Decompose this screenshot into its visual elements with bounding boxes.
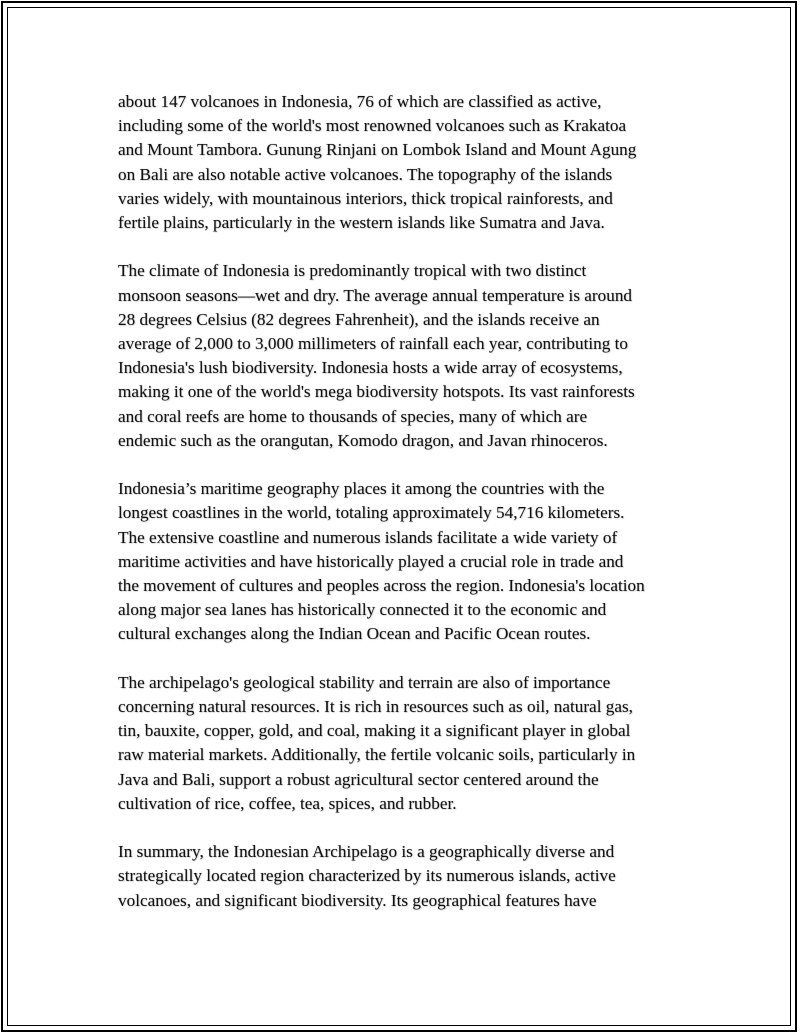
text-line: cultivation of rice, coffee, tea, spices, and rubber. (118, 793, 457, 813)
document-body (118, 90, 688, 937)
text-line: raw material markets. Additionally, the fertile volcanic soils, particularly in (118, 745, 636, 765)
text-line: maritime activities and have historically played a crucial role in trade and (118, 551, 624, 571)
text-line: tin, bauxite, copper, gold, and coal, making it a significant player in global (118, 721, 631, 741)
text-line: and coral reefs are home to thousands of species, many of which are (118, 406, 588, 426)
text-line: cultural exchanges along the Indian Ocean and Pacific Ocean routes. (118, 624, 591, 644)
paragraph-summary (118, 840, 688, 913)
text-line: varies widely, with mountainous interiors, thick tropical rainforests, and (118, 188, 613, 208)
paragraph-volcanoes (118, 90, 688, 235)
text-line: along major sea lanes has historically connected it to the economic and (118, 600, 607, 620)
text-line: fertile plains, particularly in the western islands like Sumatra and Java. (118, 213, 605, 233)
text-line: about 147 volcanoes in Indonesia, 76 of which are classified as active, (118, 92, 602, 111)
text-line: on Bali are also notable active volcanoes. The topography of the islands (118, 164, 613, 184)
text-line: The extensive coastline and numerous islands facilitate a wide variety of (118, 527, 618, 547)
text-line: In summary, the Indonesian Archipelago is a geographically diverse and (118, 842, 615, 862)
text-line: and Mount Tambora. Gunung Rinjani on Lombok Island and Mount Agung (118, 140, 637, 160)
text-line: strategically located region characterized by its numerous islands, active (118, 866, 616, 886)
text-line: The climate of Indonesia is predominantly tropical with two distinct (118, 261, 587, 281)
text-line: including some of the world's most renowned volcanoes such as Krakatoa (118, 116, 627, 136)
text-line: longest coastlines in the world, totaling approximately 54,716 kilometers. (118, 503, 625, 523)
text-line: making it one of the world's mega biodiversity hotspots. Its vast rainforests (118, 382, 635, 402)
text-line: average of 2,000 to 3,000 millimeters of rainfall each year, contributing to (118, 334, 628, 354)
paragraph-resources (118, 671, 688, 816)
paragraph-maritime (118, 477, 688, 646)
paragraph-climate (118, 259, 688, 453)
text-line: Indonesia’s maritime geography places it among the countries with the (118, 479, 605, 499)
text-line: Java and Bali, support a robust agricultural sector centered around the (118, 769, 599, 789)
text-line: 28 degrees Celsius (82 degrees Fahrenheit), and the islands receive an (118, 309, 600, 329)
text-line: monsoon seasons—wet and dry. The average annual temperature is around (118, 285, 633, 305)
text-line: concerning natural resources. It is rich in resources such as oil, natural gas, (118, 697, 633, 717)
text-line: the movement of cultures and peoples across the region. Indonesia's location (118, 576, 645, 596)
text-line: The archipelago's geological stability and terrain are also of importance (118, 672, 611, 692)
text-line: endemic such as the orangutan, Komodo dragon, and Javan rhinoceros. (118, 430, 608, 450)
text-line: volcanoes, and significant biodiversity. Its geographical features have (118, 890, 597, 910)
text-line: Indonesia's lush biodiversity. Indonesia hosts a wide array of ecosystems, (118, 358, 623, 378)
